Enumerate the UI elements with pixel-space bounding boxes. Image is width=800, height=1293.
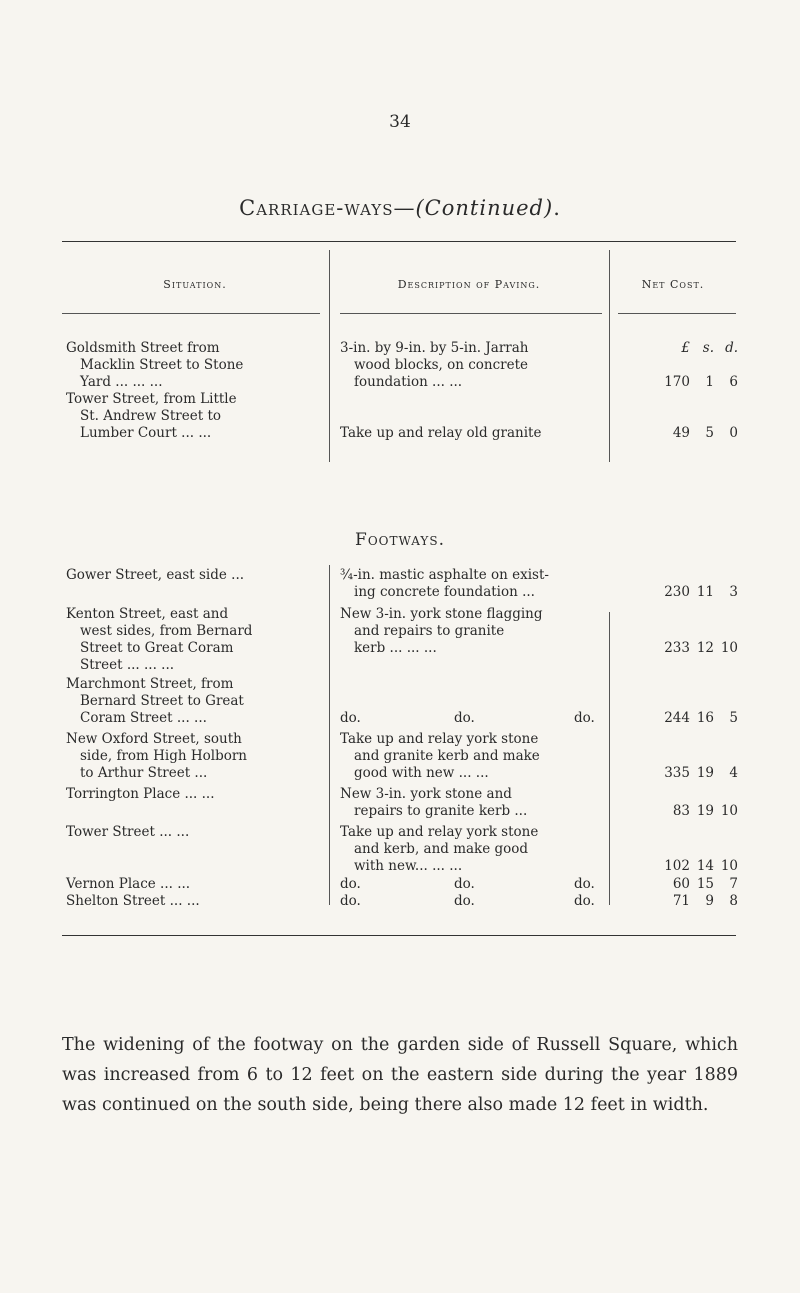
ditto-mark: do. xyxy=(574,710,595,726)
top-rule xyxy=(62,241,736,242)
description-line: good with new ... ... xyxy=(354,765,489,781)
cost-pence: 0 xyxy=(729,425,738,441)
cost-pounds: 244 xyxy=(664,710,690,726)
title-end: . xyxy=(553,196,561,220)
header-net-cost: Net Cost. xyxy=(641,278,705,291)
cost-shillings: 14 xyxy=(696,858,714,874)
cost-pounds: 49 xyxy=(672,425,690,441)
table-row-footway-3-situation xyxy=(66,676,318,727)
situation-line: west sides, from Bernard xyxy=(80,623,253,639)
table-row-footway-8-situation xyxy=(66,893,318,910)
column-divider-2 xyxy=(609,250,610,462)
title-dash: — xyxy=(393,196,416,220)
situation-line: Kenton Street, east and xyxy=(66,606,229,622)
header-description: Description of Paving. xyxy=(397,278,541,291)
cost-shillings: 9 xyxy=(705,893,714,909)
table-row-footway-4-description xyxy=(340,731,600,782)
description-line: Take up and relay york stone xyxy=(340,731,539,747)
ditto-mark: do. xyxy=(574,893,595,909)
cost-pounds: 71 xyxy=(672,893,690,909)
cost-pounds: 83 xyxy=(672,803,690,819)
table-row-carriage-2-description xyxy=(340,425,600,442)
description-line: wood blocks, on concrete xyxy=(354,357,528,373)
situation-line: New Oxford Street, south xyxy=(66,731,242,747)
description-line: kerb ... ... ... xyxy=(354,640,437,656)
table-row-carriage-1-description xyxy=(340,340,600,391)
column-divider-2-footways xyxy=(609,612,610,905)
unit-pence: d. xyxy=(725,340,738,356)
cost-shillings: 5 xyxy=(705,425,714,441)
cost-pence: 4 xyxy=(729,765,738,781)
description-line: ¾-in. mastic asphalte on exist- xyxy=(340,567,549,583)
situation-line: Street ... ... ... xyxy=(80,657,175,673)
cost-shillings: 11 xyxy=(696,584,714,600)
cost-pence: 5 xyxy=(729,710,738,726)
description-line: foundation ... ... xyxy=(354,374,463,390)
cost-pence: 8 xyxy=(729,893,738,909)
column-divider-1-footways xyxy=(329,565,330,905)
cost-shillings: 16 xyxy=(696,710,714,726)
description-line: and repairs to granite xyxy=(354,623,505,639)
cost-shillings: 12 xyxy=(696,640,714,656)
situation-line: Goldsmith Street from xyxy=(66,340,220,356)
situation-line: Bernard Street to Great xyxy=(80,693,244,709)
cost-pence: 10 xyxy=(720,858,738,874)
body-paragraph: The widening of the footway on the garden side of Russell Square, which was increased from 6 to 12 feet on the eastern side during the year 1889 was continued on the south side, being there also made 12 feet in width. xyxy=(62,1035,738,1115)
table-row-carriage-2-situation xyxy=(66,391,318,442)
description-line: and kerb, and make good xyxy=(354,841,529,857)
situation-line: Gower Street, east side ... xyxy=(66,567,245,583)
table-row-footway-1-description xyxy=(340,567,600,601)
situation-line: St. Andrew Street to xyxy=(80,408,222,424)
situation-line: Street to Great Coram xyxy=(80,640,234,656)
header-underline-net-cost xyxy=(618,313,736,314)
header-underline-description xyxy=(340,313,602,314)
situation-line: Torrington Place ... ... xyxy=(66,786,215,802)
cost-pence: 6 xyxy=(729,374,738,390)
situation-line: Coram Street ... ... xyxy=(80,710,207,726)
cost-pounds: 102 xyxy=(664,858,690,874)
table-row-footway-5-situation xyxy=(66,786,318,803)
header-underline-situation xyxy=(62,313,320,314)
description-line: with new... ... ... xyxy=(354,858,463,874)
cost-pounds: 233 xyxy=(664,640,690,656)
title-continued: (Continued) xyxy=(415,196,554,220)
description-line: and granite kerb and make xyxy=(354,748,540,764)
bottom-rule xyxy=(62,935,736,936)
description-line: repairs to granite kerb ... xyxy=(354,803,528,819)
situation-line: Shelton Street ... ... xyxy=(66,893,200,909)
section-title-footways: Footways. xyxy=(355,530,445,550)
cost-shillings: 15 xyxy=(696,876,714,892)
cost-shillings: 19 xyxy=(696,765,714,781)
unit-shillings: s. xyxy=(702,340,714,356)
table-row-footway-6-description xyxy=(340,824,600,875)
ditto-mark: do. xyxy=(340,710,361,726)
table-row-footway-6-situation xyxy=(66,824,318,841)
table-row-footway-2-description xyxy=(340,606,600,657)
column-divider-1 xyxy=(329,250,330,462)
cost-pence: 10 xyxy=(720,640,738,656)
table-row-footway-4-situation xyxy=(66,731,318,782)
cost-shillings: 19 xyxy=(696,803,714,819)
description-line: 3-in. by 9-in. by 5-in. Jarrah xyxy=(340,340,529,356)
ditto-mark: do. xyxy=(454,710,475,726)
cost-pounds: 335 xyxy=(664,765,690,781)
table-row-carriage-1-situation xyxy=(66,340,318,391)
cost-shillings: 1 xyxy=(705,374,714,390)
situation-line: Macklin Street to Stone xyxy=(80,357,244,373)
cost-pounds: 230 xyxy=(664,584,690,600)
table-title xyxy=(0,196,800,220)
unit-pounds: £ xyxy=(681,340,690,356)
situation-line: Yard ... ... ... xyxy=(80,374,163,390)
table-row-footway-1-situation xyxy=(66,567,318,584)
table-row-footway-7-situation xyxy=(66,876,318,893)
page-number: 34 xyxy=(389,112,411,132)
cost-pounds: 60 xyxy=(672,876,690,892)
situation-line: side, from High Holborn xyxy=(80,748,247,764)
title-main: Carriage-ways xyxy=(239,196,394,220)
table-row-footway-2-situation xyxy=(66,606,318,674)
situation-line: Lumber Court ... ... xyxy=(80,425,212,441)
cost-pounds: 170 xyxy=(664,374,690,390)
situation-line: Tower Street, from Little xyxy=(66,391,237,407)
cost-pence: 3 xyxy=(729,584,738,600)
situation-line: Tower Street ... ... xyxy=(66,824,190,840)
description-line: ing concrete foundation ... xyxy=(354,584,535,600)
table-row-footway-5-description xyxy=(340,786,600,820)
ditto-mark: do. xyxy=(340,893,361,909)
ditto-mark: do. xyxy=(454,876,475,892)
description-line: Take up and relay old granite xyxy=(340,425,542,441)
ditto-mark: do. xyxy=(454,893,475,909)
description-line: Take up and relay york stone xyxy=(340,824,539,840)
situation-line: Vernon Place ... ... xyxy=(66,876,191,892)
ditto-mark: do. xyxy=(340,876,361,892)
cost-pence: 10 xyxy=(720,803,738,819)
cost-pence: 7 xyxy=(729,876,738,892)
situation-line: Marchmont Street, from xyxy=(66,676,234,692)
situation-line: to Arthur Street ... xyxy=(80,765,208,781)
description-line: New 3-in. york stone and xyxy=(340,786,512,802)
ditto-mark: do. xyxy=(574,876,595,892)
header-situation: Situation. xyxy=(163,278,227,291)
description-line: New 3-in. york stone flagging xyxy=(340,606,543,622)
